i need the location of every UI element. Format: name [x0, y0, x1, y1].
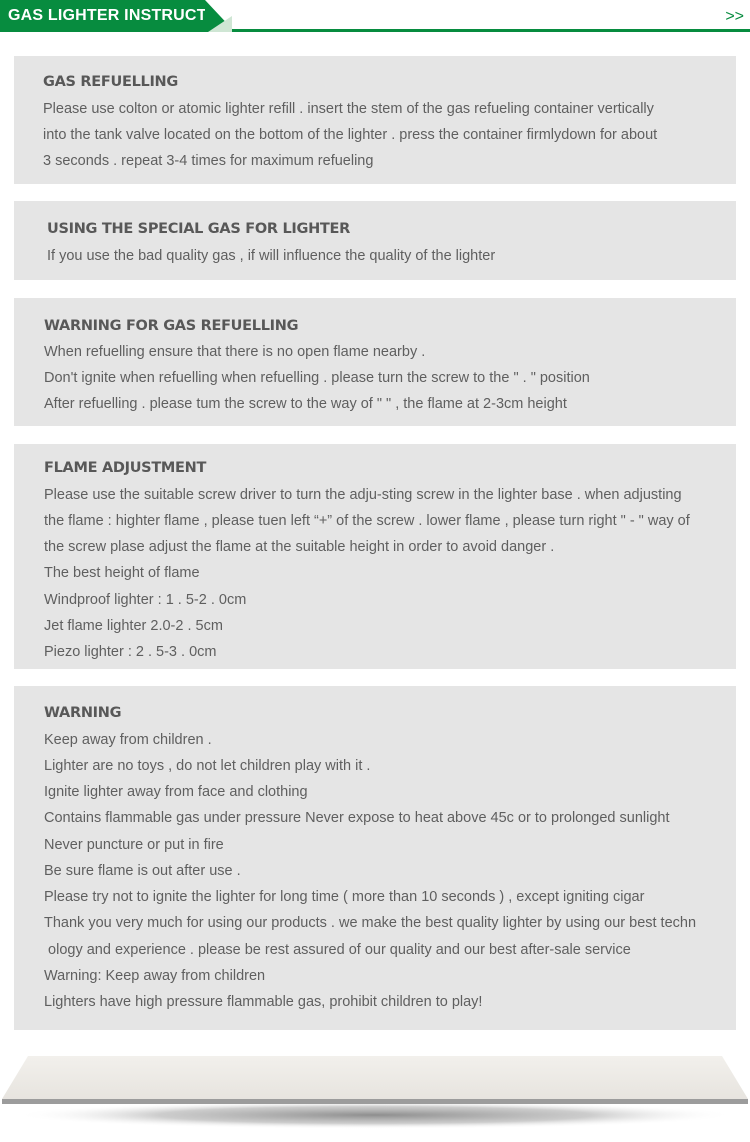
header-banner: [0, 0, 750, 32]
section-line: After refuelling . please tum the screw to the way of " " , the flame at 2-3cm height: [44, 396, 567, 412]
section-warning: [14, 686, 736, 1030]
header-title-accent: [208, 16, 232, 32]
section-title: GAS REFUELLING: [43, 74, 178, 90]
section-line: Please use the suitable screw driver to turn the adju-sting screw in the lighter base . when adjusting: [44, 487, 682, 503]
section-line: Be sure flame is out after use .: [44, 863, 241, 879]
double-chevron-right-icon[interactable]: >>: [725, 8, 744, 25]
section-line: Never puncture or put in fire: [44, 837, 224, 853]
section-line: Lighter are no toys , do not let children play with it .: [44, 758, 371, 774]
section-line: The best height of flame: [44, 565, 200, 581]
section-line: Jet flame lighter 2.0-2 . 5cm: [44, 618, 223, 634]
section-title: WARNING: [44, 705, 122, 721]
section-line: into the tank valve located on the bottom of the lighter . press the container firmlydown for about: [43, 127, 658, 143]
section-line: the screw plase adjust the flame at the suitable height in order to avoid danger .: [44, 539, 555, 555]
section-line: Thank you very much for using our products . we make the best quality lighter by using our best techn: [44, 915, 697, 931]
section-line: Windproof lighter : 1 . 5-2 . 0cm: [44, 592, 247, 608]
page-title: GAS LIGHTER INSTRUCT: [0, 0, 205, 32]
section-gas-refuelling: [14, 56, 736, 184]
section-line: Keep away from children .: [44, 732, 212, 748]
section-line: ology and experience . please be rest assured of our quality and our best after-sale service: [44, 942, 631, 958]
section-line: Please try not to ignite the lighter for long time ( more than 10 seconds ) , except igniting cigar: [44, 889, 645, 905]
section-line: Don't ignite when refuelling when refuelling . please turn the screw to the " . " position: [44, 370, 590, 386]
section-special-gas: [14, 201, 736, 280]
section-title: USING THE SPECIAL GAS FOR LIGHTER: [47, 221, 350, 237]
section-line: Lighters have high pressure flammable gas, prohibit children to play!: [44, 994, 483, 1010]
section-line: Warning: Keep away from children: [44, 968, 266, 984]
decorative-platform: [0, 1055, 750, 1142]
section-line: Ignite lighter away from face and clothing: [44, 784, 308, 800]
section-line: Please use colton or atomic lighter refill . insert the stem of the gas refueling container vertically: [43, 101, 654, 117]
section-title: WARNING FOR GAS REFUELLING: [44, 318, 299, 334]
section-flame-adjustment: [14, 444, 736, 669]
section-title: FLAME ADJUSTMENT: [44, 460, 207, 476]
section-line: Piezo lighter : 2 . 5-3 . 0cm: [44, 644, 217, 660]
section-warning-refuelling: [14, 298, 736, 426]
section-line: 3 seconds . repeat 3-4 times for maximum refueling: [43, 153, 374, 169]
section-line: When refuelling ensure that there is no open flame nearby .: [44, 344, 426, 360]
section-line: Contains flammable gas under pressure Never expose to heat above 45c or to prolonged sunlight: [44, 810, 670, 826]
section-line: If you use the bad quality gas , if will influence the quality of the lighter: [47, 248, 496, 264]
section-line: the flame : highter flame , please tuen left “+” of the screw . lower flame , please turn right " - " way of: [44, 513, 690, 529]
